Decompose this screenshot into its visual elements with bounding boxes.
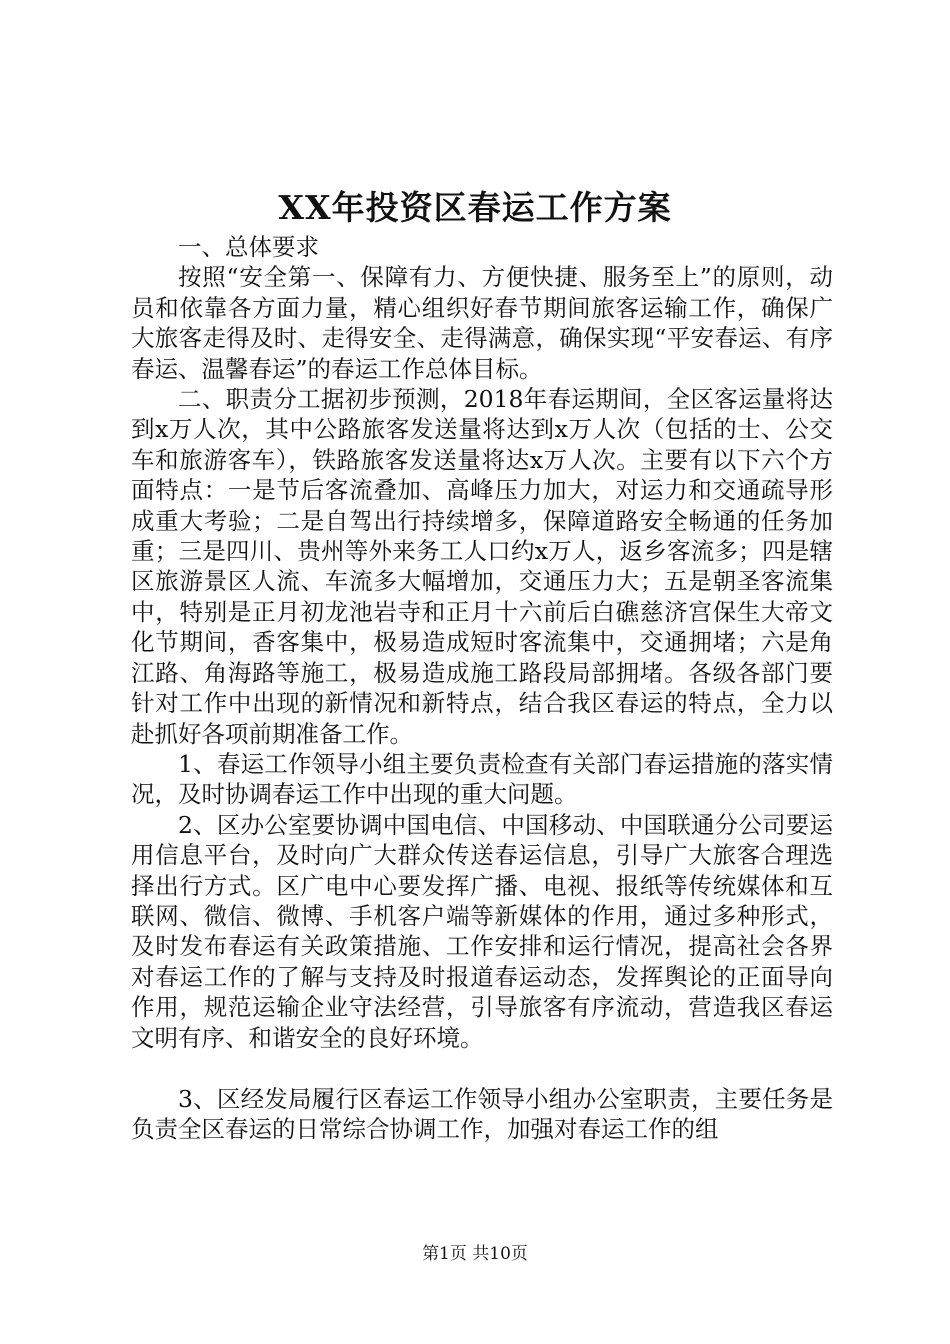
paragraph-item-3: 3、区经发局履行区春运工作领导小组办公室职责，主要任务是负责全区春运的日常综合协调工作，加强对春运工作的组 — [131, 1084, 833, 1144]
paragraph-item-1: 1、春运工作领导小组主要负责检查有关部门春运措施的落实情况，及时协调春运工作中出现的重大问题。 — [131, 749, 833, 809]
section-heading-general-requirements: 一、总体要求 — [178, 233, 319, 261]
page-footer: 第1页 共10页 — [422, 1244, 528, 1264]
paragraph-responsibilities: 二、职责分工据初步预测，2018年春运期间，全区客运量将达到x万人次，其中公路旅客发送量将达到x万人次（包括的士、公交车和旅游客车），铁路旅客发送量将达x万人次。主要有以下六个方面特点：一是节后客流叠加、高峰压力加大，对运力和交通疏导形成重大考验；二是自驾出行持续增多，保障道路安全畅通的任务加重；三是四川、贵州等外来务工人口约x万人，返乡客流多；四是辖区旅游景区人流、车流多大幅增加，交通压力大；五是朝圣客流集中，特别是正月初龙池岩寺和正月十六前后白礁慈济宫保生大帝文化节期间，香客集中，极易造成短时客流集中，交通拥堵；六是角江路、角海路等施工，极易造成施工路段局部拥堵。各级各部门要针对工作中出现的新情况和新特点，结合我区春运的特点，全力以赴抓好各项前期准备工作。 — [131, 385, 833, 748]
document-title: XX年投资区春运工作方案 — [278, 188, 672, 227]
paragraph-item-2: 2、区办公室要协调中国电信、中国移动、中国联通分公司要运用信息平台，及时向广大群众传送春运信息，引导广大旅客合理选择出行方式。区广电中心要发挥广播、电视、报纸等传统媒体和互联网、微信、微博、手机客户端等新媒体的作用，通过多种形式，及时发布春运有关政策措施、工作安排和运行情况，提高社会各界对春运工作的了解与支持及时报道春运动态，发挥舆论的正面导向作用，规范运输企业守法经营，引导旅客有序流动，营造我区春运文明有序、和谐安全的良好环境。 — [131, 810, 833, 1052]
paragraph-principles: 按照“安全第一、保障有力、方便快捷、服务至上”的原则，动员和依靠各方面力量，精心组织好春节期间旅客运输工作，确保广大旅客走得及时、走得安全、走得满意，确保实现“平安春运、有序春运、温馨春运”的春运工作总体目标。 — [131, 263, 833, 383]
document-body — [131, 232, 833, 1145]
